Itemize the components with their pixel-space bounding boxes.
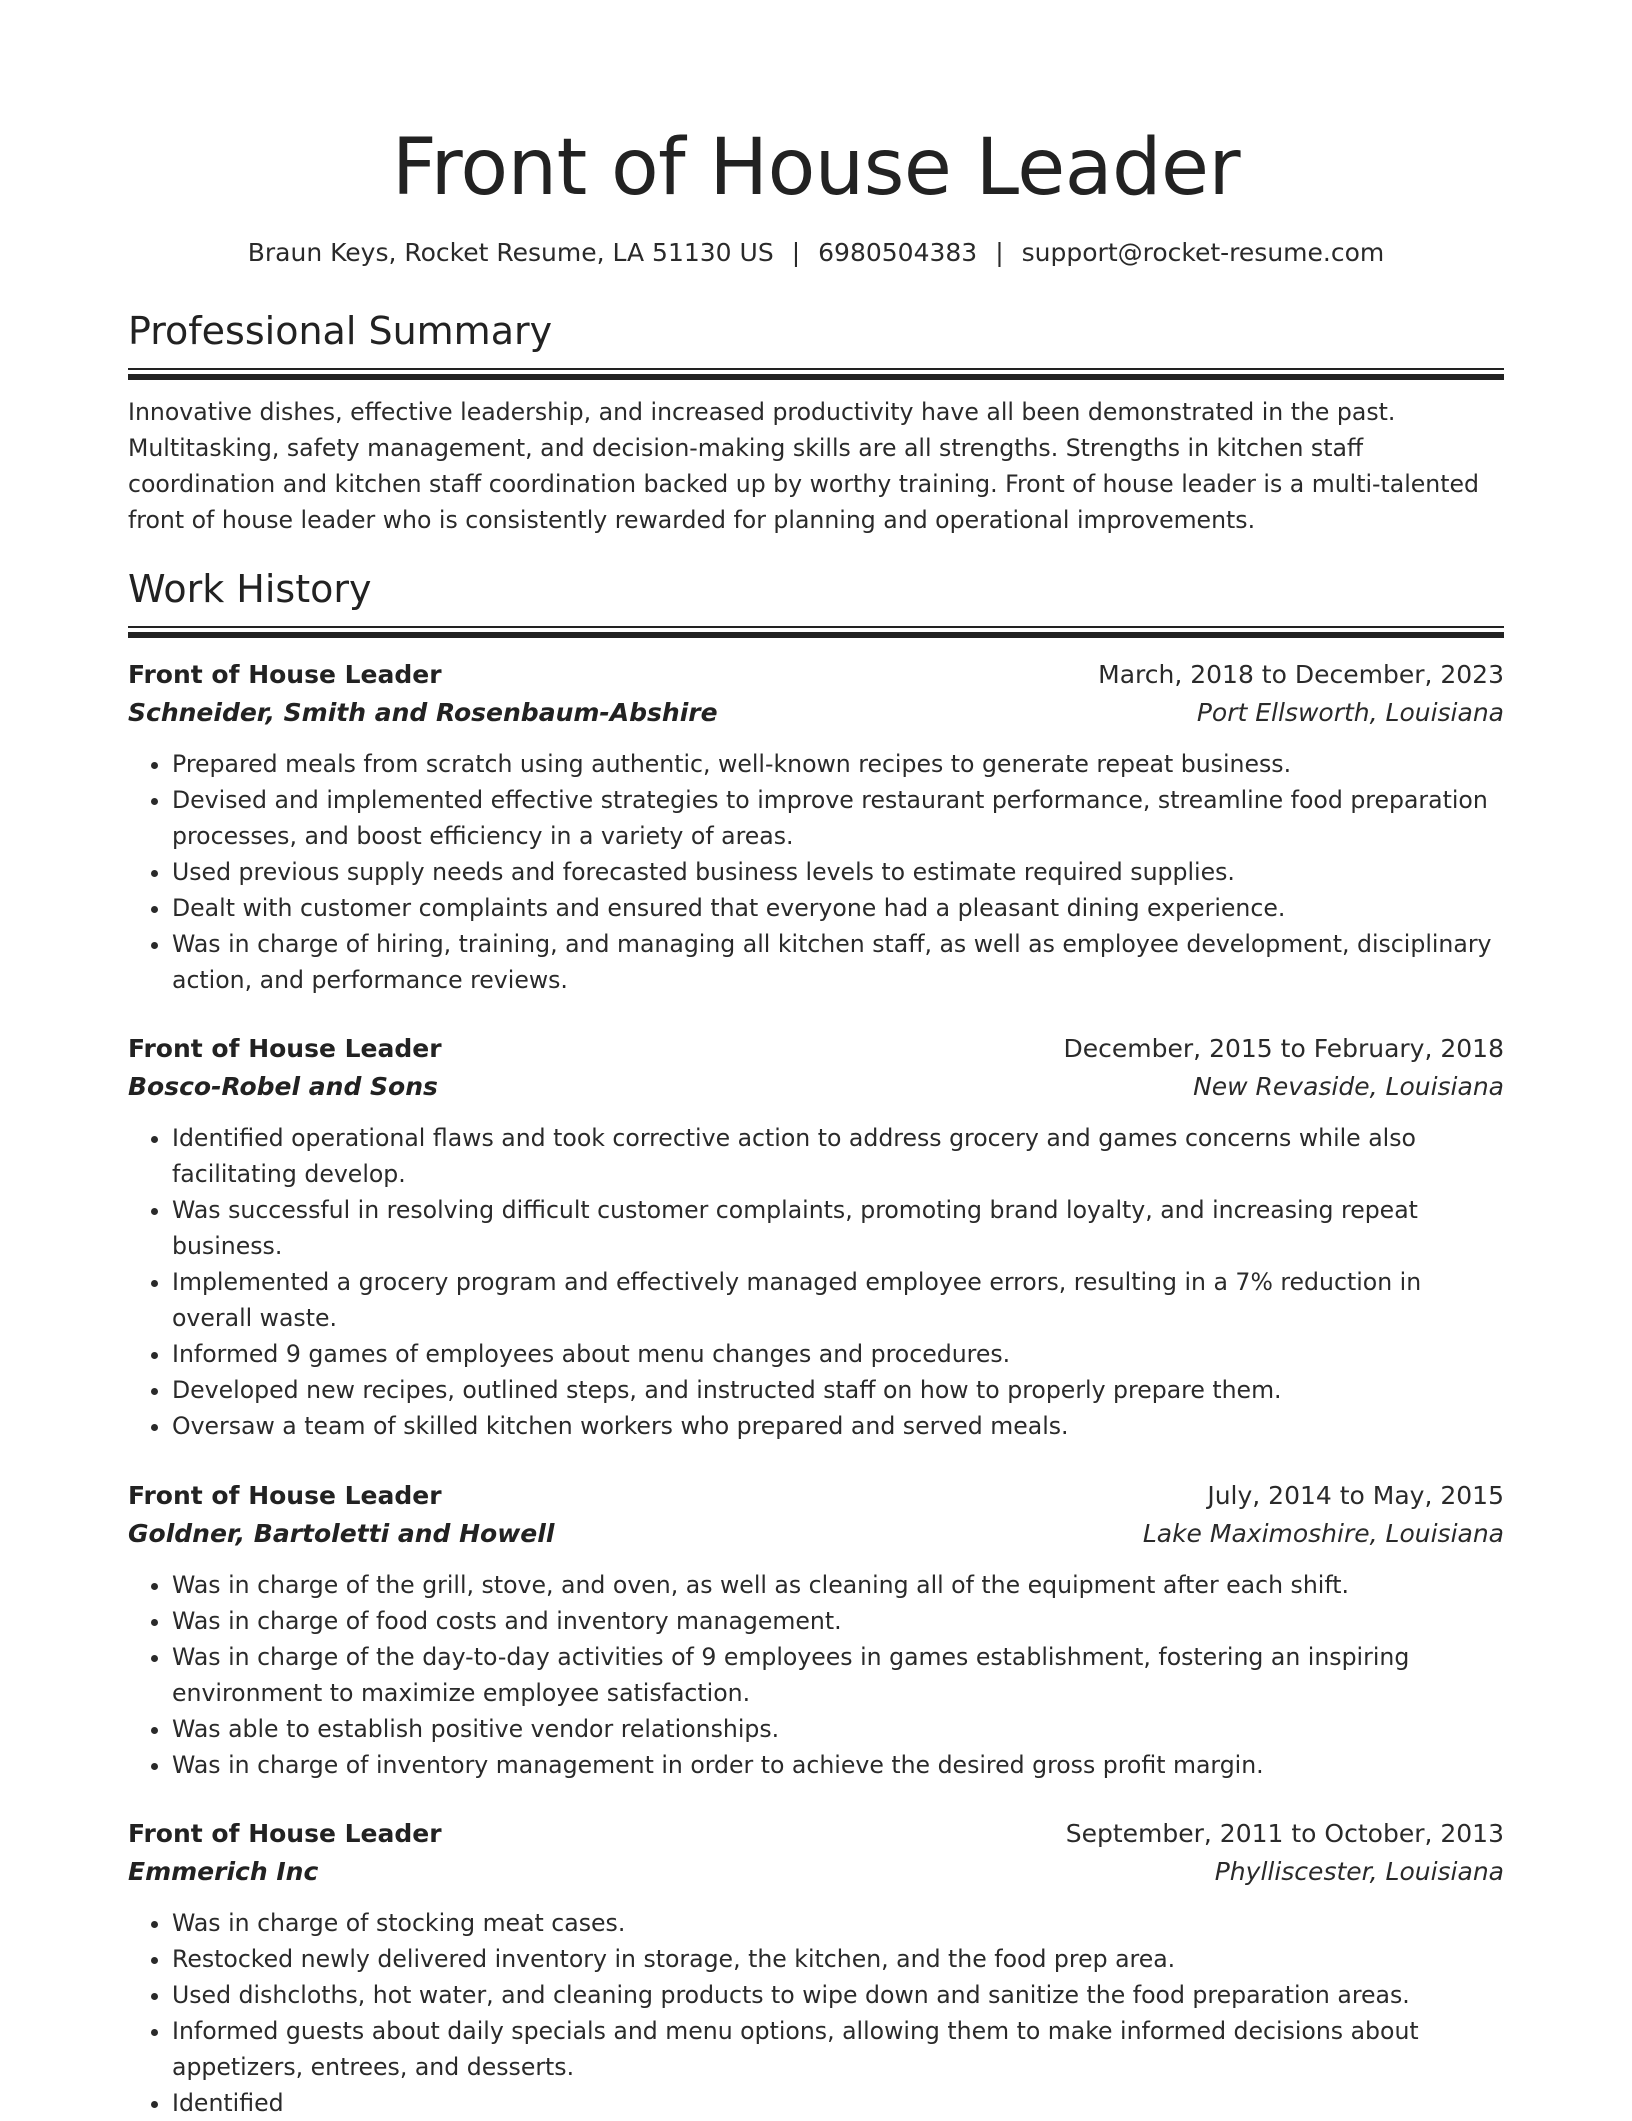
job-duties-list	[128, 746, 1504, 998]
job-location: New Revaside, Louisiana	[1193, 1072, 1504, 1101]
job-duties-list	[128, 1905, 1504, 2121]
contact-separator: |	[995, 238, 1004, 267]
duty-item: • Informed guests about daily specials and menu options, allowing them to make informed decisions about appetizers, entrees, and desserts.	[172, 2013, 1504, 2085]
job-location: Port Ellsworth, Louisiana	[1196, 698, 1504, 727]
duty-item: • Was in charge of inventory management in order to achieve the desired gross profit margin.	[172, 1747, 1504, 1783]
job-company: Bosco-Robel and Sons	[128, 1072, 438, 1101]
duty-item: • Was successful in resolving difficult customer complaints, promoting brand loyalty, and increasing repeat business.	[172, 1192, 1504, 1264]
contact-line	[128, 236, 1504, 270]
section-title-summary: Professional Summary	[128, 309, 553, 353]
duty-item: • Was in charge of food costs and inventory management.	[172, 1603, 1504, 1639]
duty-item: • Dealt with customer complaints and ensured that everyone had a pleasant dining experience.	[172, 890, 1504, 926]
job-subheader	[128, 1068, 1504, 1106]
section-divider	[128, 626, 1504, 638]
job-title: Front of House Leader	[128, 1034, 442, 1063]
job-dates: September, 2011 to October, 2013	[1065, 1819, 1504, 1848]
job-header	[128, 1815, 1504, 1853]
duty-item: • Used dishcloths, hot water, and cleaning products to wipe down and sanitize the food preparation areas.	[172, 1977, 1504, 2013]
job-dates: July, 2014 to May, 2015	[1207, 1481, 1504, 1510]
duty-item: • Used previous supply needs and forecasted business levels to estimate required supplies.	[172, 854, 1504, 890]
duty-item: • Was able to establish positive vendor relationships.	[172, 1711, 1504, 1747]
contact-email: support@rocket-resume.com	[1021, 238, 1385, 267]
contact-separator: |	[791, 238, 801, 267]
job-subheader	[128, 694, 1504, 732]
duty-item: • Developed new recipes, outlined steps, and instructed staff on how to properly prepare them.	[172, 1372, 1504, 1408]
job-location: Lake Maximoshire, Louisiana	[1142, 1519, 1504, 1548]
job-entry	[128, 656, 1504, 998]
job-dates: March, 2018 to December, 2023	[1098, 660, 1504, 689]
job-dates: December, 2015 to February, 2018	[1063, 1034, 1504, 1063]
job-entry	[128, 1477, 1504, 1783]
job-title: Front of House Leader	[128, 660, 442, 689]
duty-item: • Restocked newly delivered inventory in storage, the kitchen, and the food prep area.	[172, 1941, 1504, 1977]
duty-item: • Prepared meals from scratch using authentic, well-known recipes to generate repeat business.	[172, 746, 1504, 782]
job-entry	[128, 1030, 1504, 1444]
duty-item: • Identified operational flaws and took corrective action to address grocery and games concerns while also facilitating develop.	[172, 1120, 1504, 1192]
job-entry	[128, 1815, 1504, 2121]
duty-item: • Was in charge of the day-to-day activities of 9 employees in games establishment, fostering an inspiring environment to maximize employee satisfaction.	[172, 1639, 1504, 1711]
job-duties-list	[128, 1120, 1504, 1444]
job-company: Goldner, Bartoletti and Howell	[128, 1519, 555, 1548]
resume-name: Front of House Leader	[391, 123, 1241, 213]
contact-address: Braun Keys, Rocket Resume, LA 51130 US	[247, 238, 774, 267]
job-location: Phylliscester, Louisiana	[1214, 1857, 1504, 1886]
job-subheader	[128, 1853, 1504, 1891]
job-subheader	[128, 1515, 1504, 1553]
duty-item: • Was in charge of hiring, training, and managing all kitchen staff, as well as employee development, disciplinary action, and performance reviews.	[172, 926, 1504, 998]
job-header	[128, 1477, 1504, 1515]
job-header	[128, 1030, 1504, 1068]
duty-item: • Oversaw a team of skilled kitchen workers who prepared and served meals.	[172, 1408, 1504, 1444]
duty-item: • Identified	[172, 2085, 1504, 2121]
job-header	[128, 656, 1504, 694]
section-title-work-history: Work History	[128, 567, 372, 611]
duty-item: • Implemented a grocery program and effectively managed employee errors, resulting in a 7% reduction in overall waste.	[172, 1264, 1504, 1336]
duty-item: • Was in charge of stocking meat cases.	[172, 1905, 1504, 1941]
job-company: Emmerich Inc	[128, 1857, 319, 1886]
job-title: Front of House Leader	[128, 1819, 442, 1848]
duty-item: • Was in charge of the grill, stove, and oven, as well as cleaning all of the equipment after each shift.	[172, 1567, 1504, 1603]
duty-item: • Devised and implemented effective strategies to improve restaurant performance, streamline food preparation processes, and boost efficiency in a variety of areas.	[172, 782, 1504, 854]
duty-item: • Informed 9 games of employees about menu changes and procedures.	[172, 1336, 1504, 1372]
summary-text: Innovative dishes, effective leadership, and increased productivity have all been demonstrated in the past. Multitasking, safety management, and decision-making skills are all strengths. Strengths in kitchen staff coordination and kitchen staff coordination backed up by worthy training. Front of house leader is a multi-talented front of house leader who is consistently rewarded for planning and operational improvements.	[128, 398, 1480, 534]
job-title: Front of House Leader	[128, 1481, 442, 1510]
section-divider	[128, 368, 1504, 380]
job-duties-list	[128, 1567, 1504, 1783]
job-company: Schneider, Smith and Rosenbaum-Abshire	[128, 698, 718, 727]
contact-phone: 6980504383	[818, 238, 978, 267]
